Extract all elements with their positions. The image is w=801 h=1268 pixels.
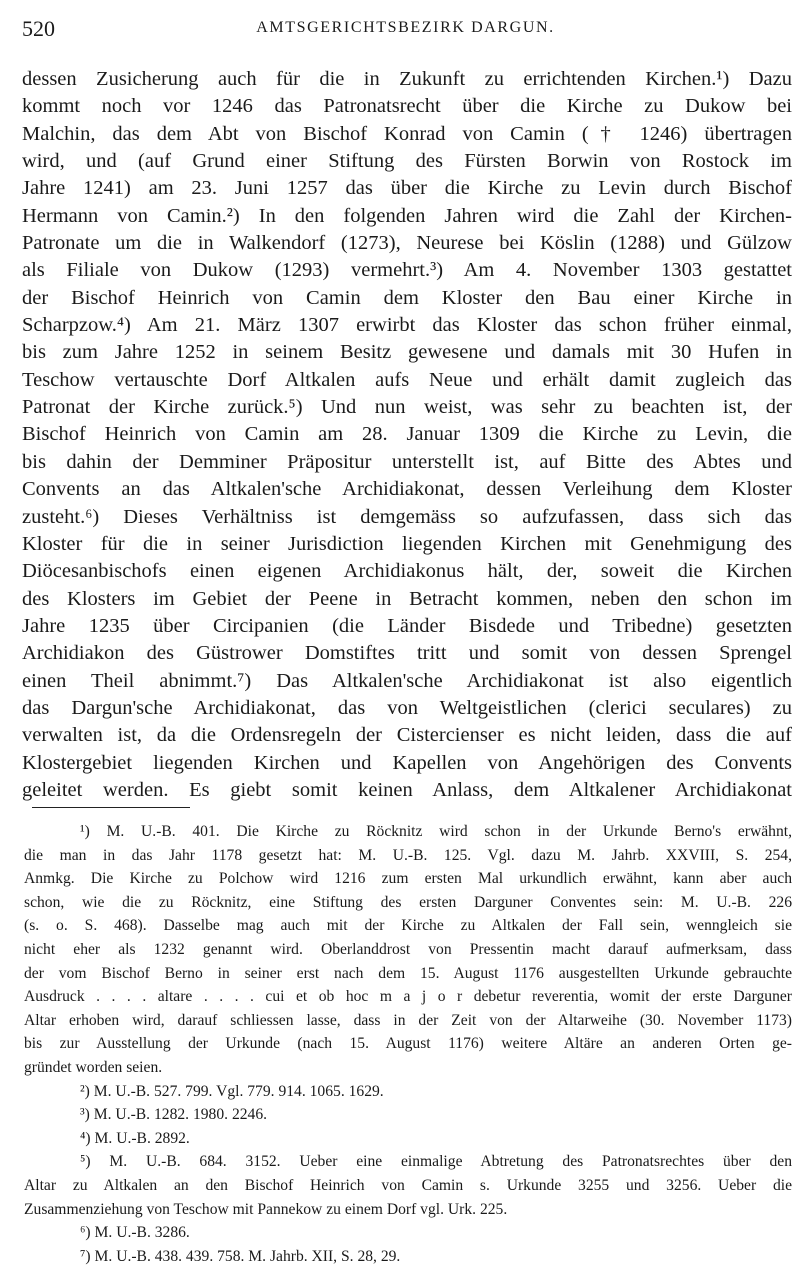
body-line: Jahre 1241) am 23. Juni 1257 das über die Kirche zu Levin durch Bischof — [22, 177, 792, 200]
body-line: Scharpzow.⁴) Am 21. März 1307 erwirbt das Kloster das schon früher einmal, — [22, 314, 792, 337]
body-line: als Filiale von Dukow (1293) vermehrt.³) Am 4. November 1303 gestattet — [22, 259, 792, 282]
body-line: kommt noch vor 1246 das Patronatsrecht über die Kirche zu Dukow bei — [22, 95, 792, 118]
footnotes — [24, 820, 792, 1268]
page-number: 520 — [22, 16, 55, 41]
footnote-line: Ausdruck . . . . altare . . . . cui et ob hoc m a j o r debetur reverentia, womit der erste Darguner — [24, 988, 792, 1006]
footnote-line: Altar zu Altkalen an den Bischof Heinrich von Camin s. Urkunde 3255 und 3256. Ueber die — [24, 1176, 792, 1194]
body-line: Patronate um die in Walkendorf (1273), Neurese bei Köslin (1288) und Gülzow — [22, 232, 792, 255]
body-line: Hermann von Camin.²) In den folgenden Jahren wird die Zahl der Kirchen- — [22, 204, 792, 227]
footnote-line: ²) M. U.-B. 527. 799. Vgl. 779. 914. 1065. 1629. — [80, 1082, 384, 1100]
body-line: Archidiakon des Güstrower Domstiftes tritt und somit von dessen Sprengel — [22, 642, 792, 665]
body-line: Diöcesanbischofs einen eigenen Archidiakonus hält, der, soweit die Kirchen — [22, 560, 792, 583]
body-line: Jahre 1235 über Circipanien (die Länder Bisdede und Tribedne) gesetzten — [22, 614, 792, 637]
body-line: Patronat der Kirche zurück.⁵) Und nun weist, was sehr zu beachten ist, der — [22, 396, 792, 419]
body-line: zusteht.⁶) Dieses Verhältniss ist demgemäss so aufzufassen, dass sich das — [22, 505, 792, 528]
running-title: AMTSGERICHTSBEZIRK DARGUN. — [256, 19, 555, 36]
footnote-line: bis zur Ausstellung der Urkunde (nach 15. August 1176) weitere Altäre an anderen Orten ge- — [24, 1035, 792, 1053]
body-line: bis dahin der Demminer Präpositur unterstellt ist, auf Bitte des Abtes und — [22, 450, 792, 473]
footnote-line: gründet worden seien. — [24, 1058, 163, 1076]
footnote-line: nicht eher als 1232 genannt wird. Oberlanddrost von Pressentin macht darauf aufmerksam, dass — [24, 940, 792, 958]
body-line: Klostergebiet liegenden Kirchen und Kapellen von Angehörigen des Convents — [22, 751, 792, 774]
body-line: verwalten ist, da die Ordensregeln der Cistercienser es nicht leiden, dass die auf — [22, 724, 792, 747]
footnote-line: schon, wie die zu Röcknitz, eine Stiftung des ersten Darguner Conventes sein: M. U.-B. 226 — [24, 893, 792, 911]
body-line: wird, und (auf Grund einer Stiftung des Fürsten Borwin von Rostock im — [22, 150, 792, 173]
body-line: geleitet werden. Es giebt somit keinen Anlass, dem Altkalener Archidiakonat — [22, 778, 792, 801]
footnote-line: ⁶) M. U.-B. 3286. — [80, 1224, 190, 1242]
footnote-line: Zusammenziehung von Teschow mit Pannekow zu einem Dorf vgl. Urk. 225. — [24, 1200, 508, 1218]
footnote-line: die man in das Jahr 1178 gesetzt hat: M. U.-B. 125. Vgl. dazu M. Jahrb. XXVIII, S. 254, — [24, 846, 792, 864]
body-text — [22, 66, 792, 804]
footnote-line: ⁷) M. U.-B. 438. 439. 758. M. Jahrb. XII, S. 28, 29. — [80, 1247, 401, 1265]
footnote-line: Anmkg. Die Kirche zu Polchow wird 1216 zum ersten Mal urkundlich erwähnt, kann aber auch — [24, 870, 792, 888]
body-line: Teschow vertauschte Dorf Altkalen aufs Neue und erhält damit zugleich das — [22, 368, 792, 391]
body-line: dessen Zusicherung auch für die in Zukunft zu errichtenden Kirchen.¹) Dazu — [22, 68, 792, 90]
body-line: das Dargun'sche Archidiakonat, das von Weltgeistlichen (clerici seculares) zu — [22, 696, 792, 719]
footnote-line: ⁴) M. U.-B. 2892. — [80, 1129, 190, 1147]
body-line: der Bischof Heinrich von Camin dem Kloster den Bau einer Kirche in — [22, 286, 792, 309]
footnote-separator — [32, 807, 190, 808]
body-line: Kloster für die in seiner Jurisdiction liegenden Kirchen mit Genehmigung des — [22, 532, 792, 555]
footnote-line: ³) M. U.-B. 1282. 1980. 2246. — [80, 1106, 268, 1124]
footnote-line: der vom Bischof Berno in seiner erst nach dem 15. August 1176 ausgestellten Urkunde gebrauchte — [24, 964, 792, 982]
body-line: einen Theil abnimmt.⁷) Das Altkalen'sche Archidiakonat ist also eigentlich — [22, 669, 792, 692]
body-line: des Klosters im Gebiet der Peene in Betracht kommen, neben den schon im — [22, 587, 792, 610]
footnote-line: ⁵) M. U.-B. 684. 3152. Ueber eine einmalige Abtretung des Patronatsrechtes über den — [80, 1153, 792, 1171]
footnote-line: (s. o. S. 468). Dasselbe mag auch mit der Kirche zu Altkalen der Fall sein, wenngleich sie — [24, 917, 792, 935]
footnote-line: ¹) M. U.-B. 401. Die Kirche zu Röcknitz wird schon in der Urkunde Berno's erwähnt, — [80, 823, 792, 840]
body-line: Convents an das Altkalen'sche Archidiakonat, dessen Verleihung dem Kloster — [22, 478, 792, 501]
body-line: Malchin, das dem Abt von Bischof Konrad von Camin († 1246) übertragen — [22, 122, 792, 145]
footnote-line: Altar erhoben wird, darauf schliessen lasse, dass in der Zeit von der Altarweihe (30. November 1173) — [24, 1011, 792, 1029]
body-line: bis zum Jahre 1252 in seinem Besitz gewesene und damals mit 30 Hufen in — [22, 341, 792, 364]
body-line: Bischof Heinrich von Camin am 28. Januar 1309 die Kirche zu Levin, die — [22, 423, 792, 446]
page-header — [22, 16, 789, 46]
